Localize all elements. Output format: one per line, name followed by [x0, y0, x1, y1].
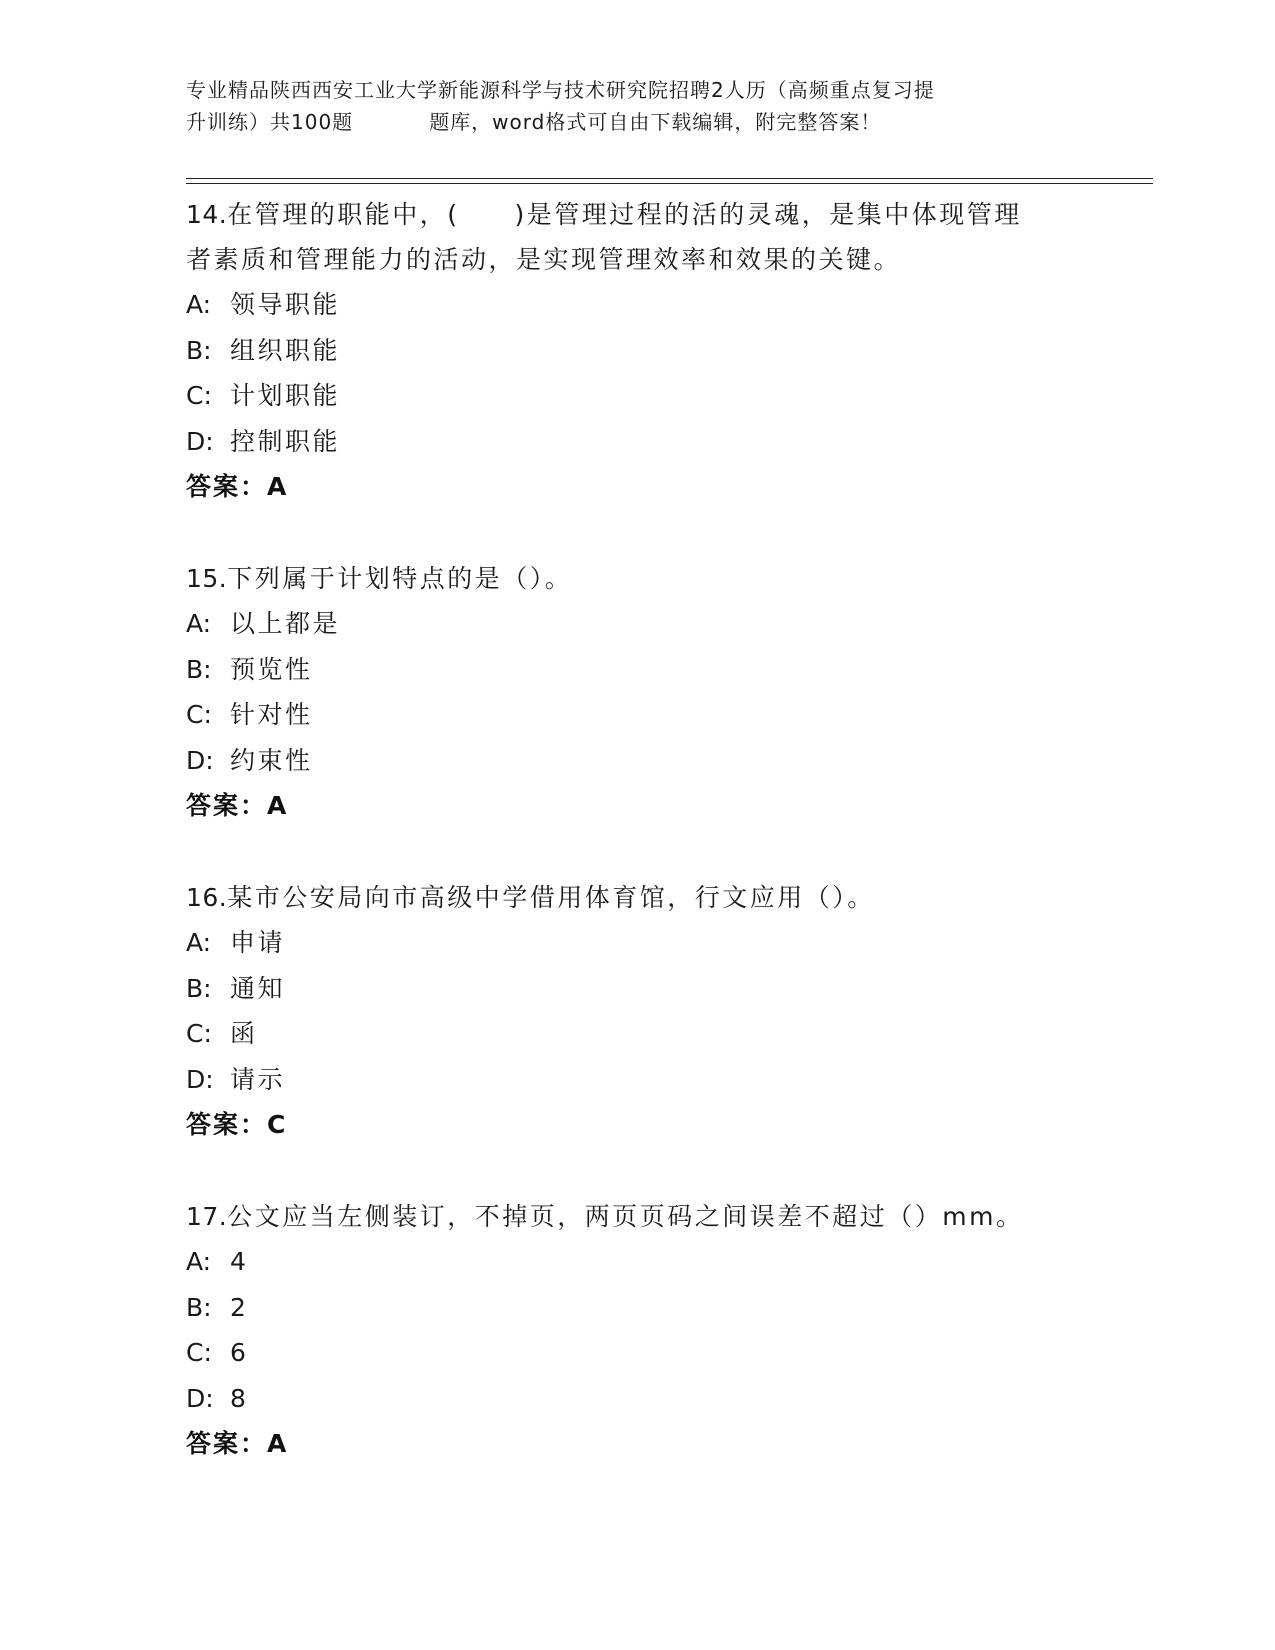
option-b — [186, 966, 1086, 1012]
option-d — [186, 419, 1086, 465]
question-spacer — [186, 1147, 1086, 1194]
option-letter: C: — [186, 700, 212, 729]
option-a — [186, 920, 1086, 966]
question-stem — [186, 556, 1086, 601]
header-title-line-2 — [186, 106, 1086, 138]
option-a — [186, 601, 1086, 647]
question-14 — [186, 192, 1086, 556]
document-header — [186, 74, 1086, 138]
option-text: 组织职能 — [230, 335, 341, 365]
option-text: 4 — [230, 1247, 249, 1276]
question-stem-line-1: 某市公安局向市高级中学借用体育馆，行文应用（）。 — [227, 883, 875, 912]
answer-line — [186, 783, 1086, 828]
option-text: 函 — [230, 1019, 258, 1048]
option-a — [186, 1239, 1086, 1285]
question-stem-line-1: 在管理的职能中，( )是管理过程的活的灵魂，是集中体现管理 — [227, 200, 1022, 229]
answer-label: 答案： — [186, 1110, 268, 1139]
option-letter: B: — [186, 1292, 212, 1322]
question-number: 14. — [186, 200, 228, 229]
answer-label: 答案： — [186, 472, 268, 501]
option-text: 针对性 — [230, 700, 313, 729]
question-stem — [186, 192, 1086, 237]
option-letter: C: — [186, 1338, 212, 1367]
option-d — [186, 1057, 1086, 1103]
option-text: 2 — [230, 1292, 249, 1322]
option-text: 以上都是 — [230, 609, 341, 638]
option-text: 通知 — [230, 973, 286, 1003]
answer-label: 答案： — [186, 1429, 268, 1458]
question-stem-line-2: 者素质和管理能力的活动，是实现管理效率和效果的关键。 — [186, 245, 902, 274]
question-number: 17. — [186, 1202, 228, 1231]
option-letter: A: — [186, 290, 212, 319]
option-c — [186, 1011, 1086, 1057]
header-divider-top — [186, 178, 1153, 179]
option-c — [186, 373, 1086, 419]
question-number: 15. — [186, 564, 228, 593]
option-d — [186, 1376, 1086, 1422]
option-text: 8 — [230, 1383, 249, 1413]
option-b — [186, 1285, 1086, 1331]
question-list — [186, 192, 1086, 1466]
option-letter: C: — [186, 381, 212, 410]
option-text: 请示 — [230, 1064, 286, 1094]
option-letter: C: — [186, 1019, 212, 1048]
answer-value: A — [267, 472, 287, 501]
option-text: 预览性 — [230, 654, 313, 684]
option-text: 约束性 — [230, 745, 313, 775]
question-15 — [186, 556, 1086, 875]
option-b — [186, 328, 1086, 374]
option-letter: B: — [186, 335, 212, 365]
option-letter: A: — [186, 928, 212, 957]
answer-label: 答案： — [186, 791, 268, 820]
option-d — [186, 738, 1086, 784]
question-17 — [186, 1194, 1086, 1466]
answer-value: A — [267, 1429, 287, 1458]
option-letter: B: — [186, 654, 212, 684]
question-number: 16. — [186, 883, 228, 912]
option-c — [186, 1330, 1086, 1376]
option-text: 领导职能 — [230, 290, 341, 319]
option-letter: D: — [186, 1383, 214, 1413]
question-stem — [186, 875, 1086, 920]
option-b — [186, 647, 1086, 693]
answer-value: C — [267, 1110, 286, 1139]
option-letter: A: — [186, 609, 212, 638]
question-spacer — [186, 828, 1086, 875]
answer-value: A — [267, 791, 287, 820]
header-divider-bottom — [186, 183, 1153, 184]
option-letter: D: — [186, 426, 214, 456]
option-letter: D: — [186, 1064, 214, 1094]
option-a — [186, 282, 1086, 328]
answer-line — [186, 464, 1086, 509]
question-16 — [186, 875, 1086, 1194]
option-letter: B: — [186, 973, 212, 1003]
option-letter: D: — [186, 745, 214, 775]
header-title-line-2-part-2: 题库，word格式可自由下载编辑，附完整答案！ — [429, 110, 882, 134]
option-text: 控制职能 — [230, 426, 341, 456]
option-letter: A: — [186, 1247, 212, 1276]
option-c — [186, 692, 1086, 738]
answer-line — [186, 1421, 1086, 1466]
option-text: 申请 — [230, 928, 286, 957]
question-stem — [186, 1194, 1086, 1239]
question-stem-line-1: 公文应当左侧装订，不掉页，两页页码之间误差不超过（）mm。 — [227, 1202, 1024, 1231]
header-title-line-1: 专业精品陕西西安工业大学新能源科学与技术研究院招聘2人历（高频重点复习提 — [186, 78, 935, 102]
question-stem-line-1: 下列属于计划特点的是（）。 — [227, 564, 573, 593]
question-spacer — [186, 509, 1086, 556]
option-text: 6 — [230, 1338, 249, 1367]
header-title-line-2-part-1: 升训练）共100题 — [186, 110, 354, 134]
answer-line — [186, 1102, 1086, 1147]
option-text: 计划职能 — [230, 381, 341, 410]
